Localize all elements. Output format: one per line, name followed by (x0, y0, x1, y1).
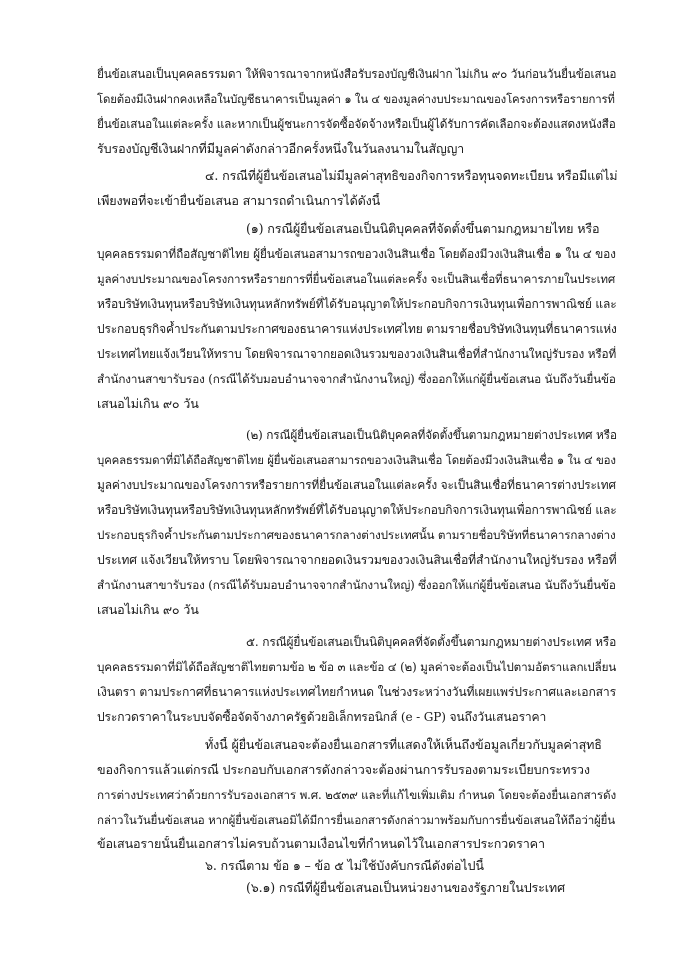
text-line: สำนักงานสาขารับรอง (กรณีได้รับมอบอำนาจจากสำนักงานใหญ่) ซึ่งออกให้แก่ผู้ยื่นข้อเสนอ นับถึงวันยื่นข้อ (97, 578, 616, 592)
text-line: ๕. กรณีผู้ยื่นข้อเสนอเป็นนิติบุคคลที่จัดตั้งขึ้นตามกฎหมายต่างประเทศ หรือ (246, 635, 617, 649)
text-line: ยื่นข้อเสนอเป็นบุคคลธรรมดา ให้พิจารณาจากหนังสือรับรองบัญชีเงินฝาก ไม่เกิน ๙๐ วันก่อนวันยื่นข้อเสนอ (97, 67, 617, 81)
text-line: หรือบริษัทเงินทุนหรือบริษัทเงินทุนหลักทรัพย์ที่ได้รับอนุญาตให้ประกอบกิจการเงินทุนเพื่อการพาณิชย์ และ (97, 297, 617, 311)
text-line: (๒) กรณีผู้ยื่นข้อเสนอเป็นนิติบุคคลที่จัดตั้งขึ้นตามกฎหมายต่างประเทศ หรือ (246, 428, 617, 442)
text-line: เสนอไม่เกิน ๙๐ วัน (97, 602, 199, 617)
text-line: ยื่นข้อเสนอในแต่ละครั้ง และหากเป็นผู้ชนะการจัดซื้อจัดจ้างหรือเป็นผู้ได้รับการคัดเลือกจะต้องแสดงหนังสือ (97, 117, 616, 131)
text-line: ประเทศไทยแจ้งเวียนให้ทราบ โดยพิจารณาจากยอดเงินรวมของวงเงินสินเชื่อที่สำนักงานใหญ่รับรอง หรือที่ (97, 347, 617, 361)
text-line: ประกอบธุรกิจค้ำประกันตามประกาศของธนาคารกลางต่างประเทศนั้น ตามรายชื่อบริษัทที่ธนาคารกลางต่าง (97, 528, 616, 542)
text-line: บุคคลธรรมดาที่ถือสัญชาติไทย ผู้ยื่นข้อเสนอสามารถขอวงเงินสินเชื่อ โดยต้องมีวงเงินสินเชื่อ ๑ ใน ๔ ของ (97, 247, 616, 261)
text-line: ประกอบธุรกิจค้ำประกันตามประกาศของธนาคารแห่งประเทศไทย ตามรายชื่อบริษัทเงินทุนที่ธนาคารแห่ง (97, 322, 617, 336)
text-line: บุคคลธรรมดาที่มิได้ถือสัญชาติไทยตามข้อ ๒ ข้อ ๓ และข้อ ๔ (๒) มูลค่าจะต้องเป็นไปตามอัตราแลกเปลี่ยน (97, 660, 617, 674)
text-line: เสนอไม่เกิน ๙๐ วัน (97, 396, 199, 411)
text-line: ประกวดราคาในระบบจัดซื้อจัดจ้างภาครัฐด้วยอิเล็กทรอนิกส์ (e - GP) จนถึงวันเสนอราคา (97, 710, 547, 724)
text-line: รับรองบัญชีเงินฝากที่มีมูลค่าดังกล่าวอีกครั้งหนึ่งในวันลงนามในสัญญา (97, 141, 465, 156)
text-line: โดยต้องมีเงินฝากคงเหลือในบัญชีธนาคารเป็นมูลค่า ๑ ใน ๔ ของมูลค่างบประมาณของโครงการหรือรายการที่ (97, 92, 615, 106)
text-line: (๑) กรณีผู้ยื่นข้อเสนอเป็นนิติบุคคลที่จัดตั้งขึ้นตามกฎหมายไทย หรือ (246, 221, 600, 236)
text-line: มูลค่างบประมาณของโครงการหรือรายการที่ยื่นข้อเสนอในแต่ละครั้ง จะเป็นสินเชื่อที่ธนาคารภายในประเทศ (97, 272, 616, 286)
text-line: เพียงพอที่จะเข้ายื่นข้อเสนอ สามารถดำเนินการได้ดังนี้ (97, 193, 381, 208)
text-line: ทั้งนี้ ผู้ยื่นข้อเสนอจะต้องยื่นเอกสารที่แสดงให้เห็นถึงข้อมูลเกี่ยวกับมูลค่าสุทธิ (205, 737, 602, 752)
text-line: การต่างประเทศว่าด้วยการรับรองเอกสาร พ.ศ. ๒๕๓๙ และที่แก้ไขเพิ่มเติม กำหนด โดยจะต้องยื่นเอกสารดัง (97, 788, 617, 802)
text-line: ๖. กรณีตาม ข้อ ๑ – ข้อ ๕ ไม่ใช้บังคับกรณีดังต่อไปนี้ (205, 858, 484, 873)
text-line: (๖.๑) กรณีที่ผู้ยื่นข้อเสนอเป็นหน่วยงานของรัฐภายในประเทศ (246, 880, 565, 895)
text-line: ข้อเสนอรายนั้นยื่นเอกสารไม่ครบถ้วนตามเงื่อนไขที่กำหนดไว้ในเอกสารประกวดราคา (97, 836, 545, 851)
text-line: บุคคลธรรมดาที่มิได้ถือสัญชาติไทย ผู้ยื่นข้อเสนอสามารถขอวงเงินสินเชื่อ โดยต้องมีวงเงินสินเชื่อ ๑ ใน ๔ ของ (97, 453, 616, 467)
text-line: สำนักงานสาขารับรอง (กรณีได้รับมอบอำนาจจากสำนักงานใหญ่) ซึ่งออกให้แก่ผู้ยื่นข้อเสนอ นับถึงวันยื่นข้อ (97, 372, 616, 386)
text-line: หรือบริษัทเงินทุนหรือบริษัทเงินทุนหลักทรัพย์ที่ได้รับอนุญาตให้ประกอบกิจการเงินทุนเพื่อการพาณิชย์ และ (97, 503, 617, 517)
text-line: ประเทศ แจ้งเวียนให้ทราบ โดยพิจารณาจากยอดเงินรวมของวงเงินสินเชื่อที่สำนักงานใหญ่รับรอง หรือที่ (97, 553, 617, 567)
text-line: ๔. กรณีที่ผู้ยื่นข้อเสนอไม่มีมูลค่าสุทธิของกิจการหรือทุนจดทะเบียน หรือมีแต่ไม่ (205, 168, 617, 183)
text-line: ของกิจการแล้วแต่กรณี ประกอบกับเอกสารดังกล่าวจะต้องผ่านการรับรองตามระเบียบกระทรวง (97, 762, 590, 777)
text-line: มูลค่างบประมาณของโครงการหรือรายการที่ยื่นข้อเสนอในแต่ละครั้ง จะเป็นสินเชื่อที่ธนาคารต่างประเทศ (97, 478, 616, 492)
text-line: กล่าวในวันยื่นข้อเสนอ หากผู้ยื่นข้อเสนอมิได้มีการยื่นเอกสารดังกล่าวมาพร้อมกับการยื่นข้อเสนอให้ถือว่าผู้ยื่น (97, 813, 615, 827)
text-line: เงินตรา ตามประกาศที่ธนาคารแห่งประเทศไทยกำหนด ในช่วงระหว่างวันที่เผยแพร่ประกาศและเอกสาร (97, 685, 616, 699)
